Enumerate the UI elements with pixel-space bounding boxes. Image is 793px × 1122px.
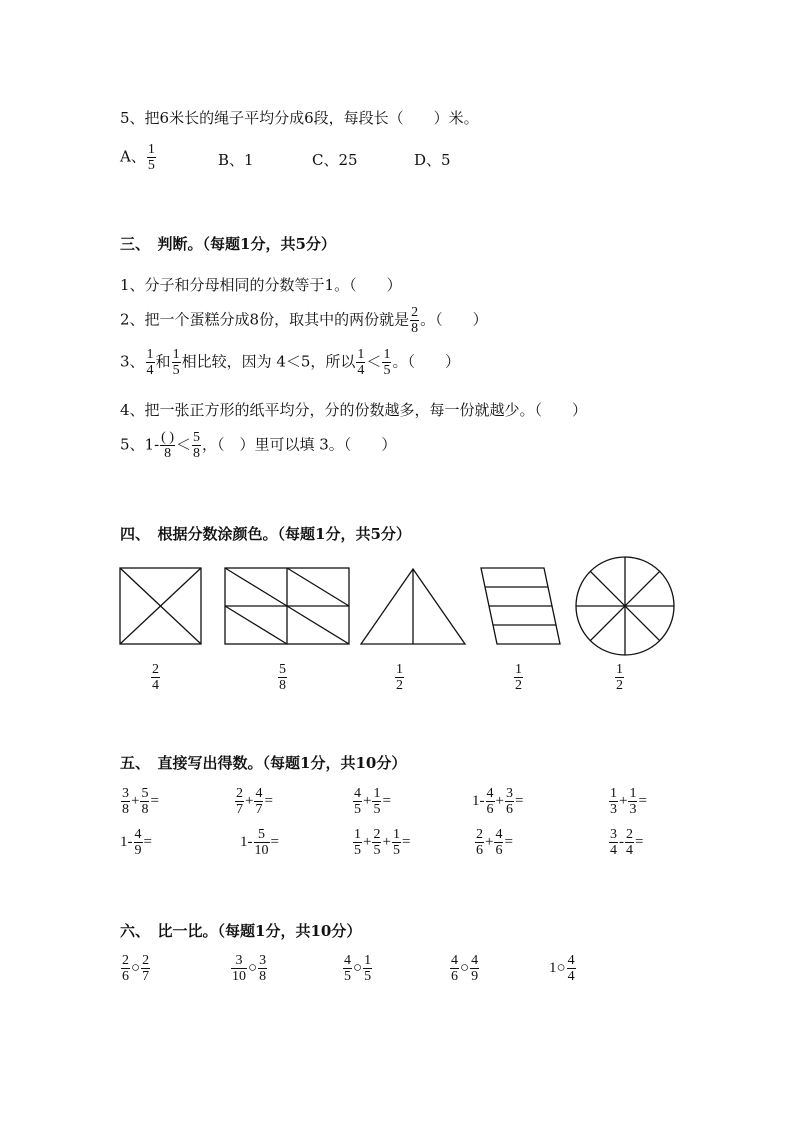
compare-item-2: $\frac{3}{10}$ ○ $\frac{3}{8}$ [232,953,267,984]
fraction: $\frac{1}{5}$ [383,347,391,378]
q5-option-a-fraction: $\frac{1}{5}$ [147,142,155,173]
calc-problem-3: $\frac{4}{5}$ + $\frac{1}{5}$ = [354,786,391,817]
calc-problem-5: $\frac{1}{3}$ + $\frac{1}{3}$ = [610,786,647,817]
parallelogram-shape [481,568,560,644]
q5-option-a-label: A、 [120,147,146,166]
fraction: $\frac{1}{4}$ [357,347,365,378]
judge-item-2: 2、把一个蛋糕分成8份，取其中的两份就是 $\frac{2}{8}$ 。（ ） [120,305,488,336]
calc-problem-9: $\frac{2}{6}$ + $\frac{4}{6}$ = [476,827,513,858]
judge-item-3: 3、 $\frac{1}{4}$ 和 $\frac{1}{5}$ 相比较，因为 4＜5，所以 $\frac{1}{4}$ ＜ $\frac{1}{5}$ 。（ ） [120,347,460,378]
fraction: $\frac{1}{4}$ [146,347,154,378]
calc-problem-7: 1- $\frac{5}{10}$ = [240,827,279,858]
compare-item-3: $\frac{4}{5}$ ○ $\frac{1}{5}$ [344,953,372,984]
judge-item-1: 1、分子和分母相同的分数等于1。（ ） [120,276,402,294]
section6-title: 六、 比一比。（每题1分，共10分） [120,922,362,940]
triangle-shape [361,569,465,644]
calc-problem-6: 1- $\frac{4}{9}$ = [120,827,152,858]
judge-item-4: 4、把一张正方形的纸平均分，分的份数越多，每一份就越少。（ ） [120,401,588,419]
q5-option-b[interactable]: B、1 [218,151,254,169]
section4-title: 四、 根据分数涂颜色。（每题1分，共5分） [120,525,411,543]
compare-item-5: 1○ $\frac{4}{4}$ [549,953,575,984]
shape-label-4: $\frac{1}{2}$ [515,662,522,693]
section5-title: 五、 直接写出得数。（每题1分，共10分） [120,754,407,772]
calc-problem-10: $\frac{3}{4}$ - $\frac{2}{4}$ = [610,827,644,858]
calc-problem-4: 1- $\frac{4}{6}$ + $\frac{3}{6}$ = [472,786,524,817]
q5-option-d[interactable]: D、5 [414,151,451,169]
shape-label-3: $\frac{1}{2}$ [396,662,403,693]
section3-title: 三、 判断。（每题1分，共5分） [120,235,336,253]
circle-eighths-shape [576,557,674,655]
compare-item-4: $\frac{4}{6}$ ○ $\frac{4}{9}$ [451,953,479,984]
q5-question: 5、把6米长的绳子平均分成6段，每段长（ ）米。 [120,109,479,127]
fraction: $\frac{1}{5}$ [172,347,180,378]
fraction: $\frac{( )}{8}$ [161,430,174,461]
fraction: $\frac{2}{8}$ [411,305,419,336]
calc-problem-8: $\frac{1}{5}$ + $\frac{2}{5}$ + $\frac{1}{5}$ = [354,827,411,858]
square-diagonals-shape [120,568,201,644]
compare-item-1: $\frac{2}{6}$ ○ $\frac{2}{7}$ [122,953,150,984]
rectangle-eighths-shape [225,568,349,644]
calc-problem-1: $\frac{3}{8}$ + $\frac{5}{8}$ = [122,786,159,817]
q5-option-c[interactable]: C、25 [312,151,358,169]
shape-label-2: $\frac{5}{8}$ [279,662,286,693]
calc-problem-2: $\frac{2}{7}$ + $\frac{4}{7}$ = [236,786,273,817]
shape-label-1: $\frac{2}{4}$ [152,662,159,693]
shape-label-5: $\frac{1}{2}$ [616,662,623,693]
judge-item-5: 5、1- $\frac{( )}{8}$ ＜ $\frac{5}{8}$ ，（ ）里可以填 3。（ ） [120,430,397,461]
fraction: $\frac{5}{8}$ [193,430,200,461]
